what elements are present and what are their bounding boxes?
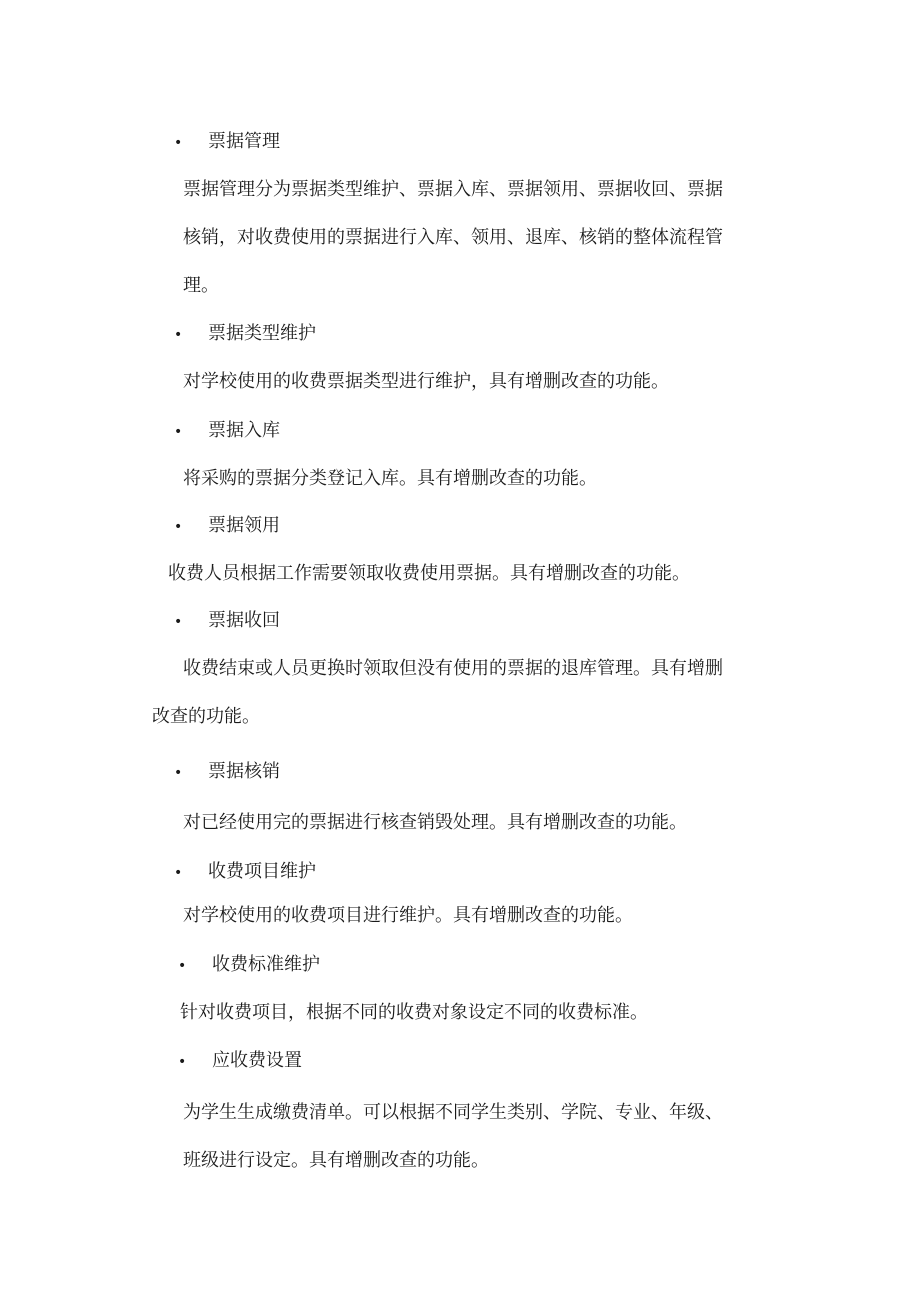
section-paragraph xyxy=(180,989,648,1037)
paragraph-line: 对学校使用的收费项目进行维护。具有增删改查的功能。 xyxy=(183,905,633,926)
section-paragraph xyxy=(168,550,690,598)
paragraph-line: 班级进行设定。具有增删改查的功能。 xyxy=(183,1150,489,1171)
heading-text: 票据领用 xyxy=(208,515,280,536)
paragraph-line: 将采购的票据分类登记入库。具有增删改查的功能。 xyxy=(183,468,597,489)
section-heading xyxy=(174,760,280,785)
bullet-icon: • xyxy=(174,614,183,630)
bullet-icon: • xyxy=(174,865,183,881)
paragraph-line: 收费人员根据工作需要领取收费使用票据。具有增删改查的功能。 xyxy=(168,563,690,584)
paragraph-line: 核销，对收费使用的票据进行入库、领用、退库、核销的整体流程管 xyxy=(183,227,723,248)
section-paragraph xyxy=(183,358,669,406)
bullet-icon: • xyxy=(174,135,183,151)
heading-text: 应收费设置 xyxy=(212,1050,302,1071)
section-paragraph xyxy=(183,799,687,847)
section-paragraph xyxy=(183,645,723,693)
bullet-icon: • xyxy=(178,1054,187,1070)
bullet-icon: • xyxy=(178,958,187,974)
paragraph-line: 对已经使用完的票据进行核查销毁处理。具有增删改查的功能。 xyxy=(183,812,687,833)
section-paragraph xyxy=(183,166,723,310)
heading-text: 收费标准维护 xyxy=(212,954,320,975)
section-heading xyxy=(178,953,320,978)
paragraph-line: 针对收费项目，根据不同的收费对象设定不同的收费标准。 xyxy=(180,1002,648,1023)
heading-text: 票据管理 xyxy=(208,131,280,152)
paragraph-line: 为学生生成缴费清单。可以根据不同学生类别、学院、专业、年级、 xyxy=(183,1102,723,1123)
paragraph-line: 收费结束或人员更换时领取但没有使用的票据的退库管理。具有增删 xyxy=(183,658,723,679)
section-heading xyxy=(174,609,280,634)
paragraph-line: 票据管理分为票据类型维护、票据入库、票据领用、票据收回、票据 xyxy=(183,179,723,200)
section-heading xyxy=(178,1049,302,1074)
heading-text: 收费项目维护 xyxy=(208,861,316,882)
paragraph-line: 对学校使用的收费票据类型进行维护，具有增删改查的功能。 xyxy=(183,371,669,392)
heading-text: 票据类型维护 xyxy=(208,323,316,344)
heading-text: 票据入库 xyxy=(208,420,280,441)
heading-text: 票据收回 xyxy=(208,610,280,631)
bullet-icon: • xyxy=(174,424,183,440)
paragraph-line: 改查的功能。 xyxy=(152,706,260,727)
bullet-icon: • xyxy=(174,765,183,781)
section-paragraph xyxy=(183,455,597,503)
paragraph-line: 理。 xyxy=(183,275,219,296)
section-heading xyxy=(174,419,280,444)
bullet-icon: • xyxy=(174,519,183,535)
section-paragraph xyxy=(152,693,260,741)
section-paragraph xyxy=(183,892,633,940)
bullet-icon: • xyxy=(174,327,183,343)
section-heading xyxy=(174,860,316,885)
heading-text: 票据核销 xyxy=(208,761,280,782)
section-heading xyxy=(174,322,316,347)
section-heading xyxy=(174,514,280,539)
section-paragraph xyxy=(183,1089,723,1185)
section-heading xyxy=(174,130,280,155)
